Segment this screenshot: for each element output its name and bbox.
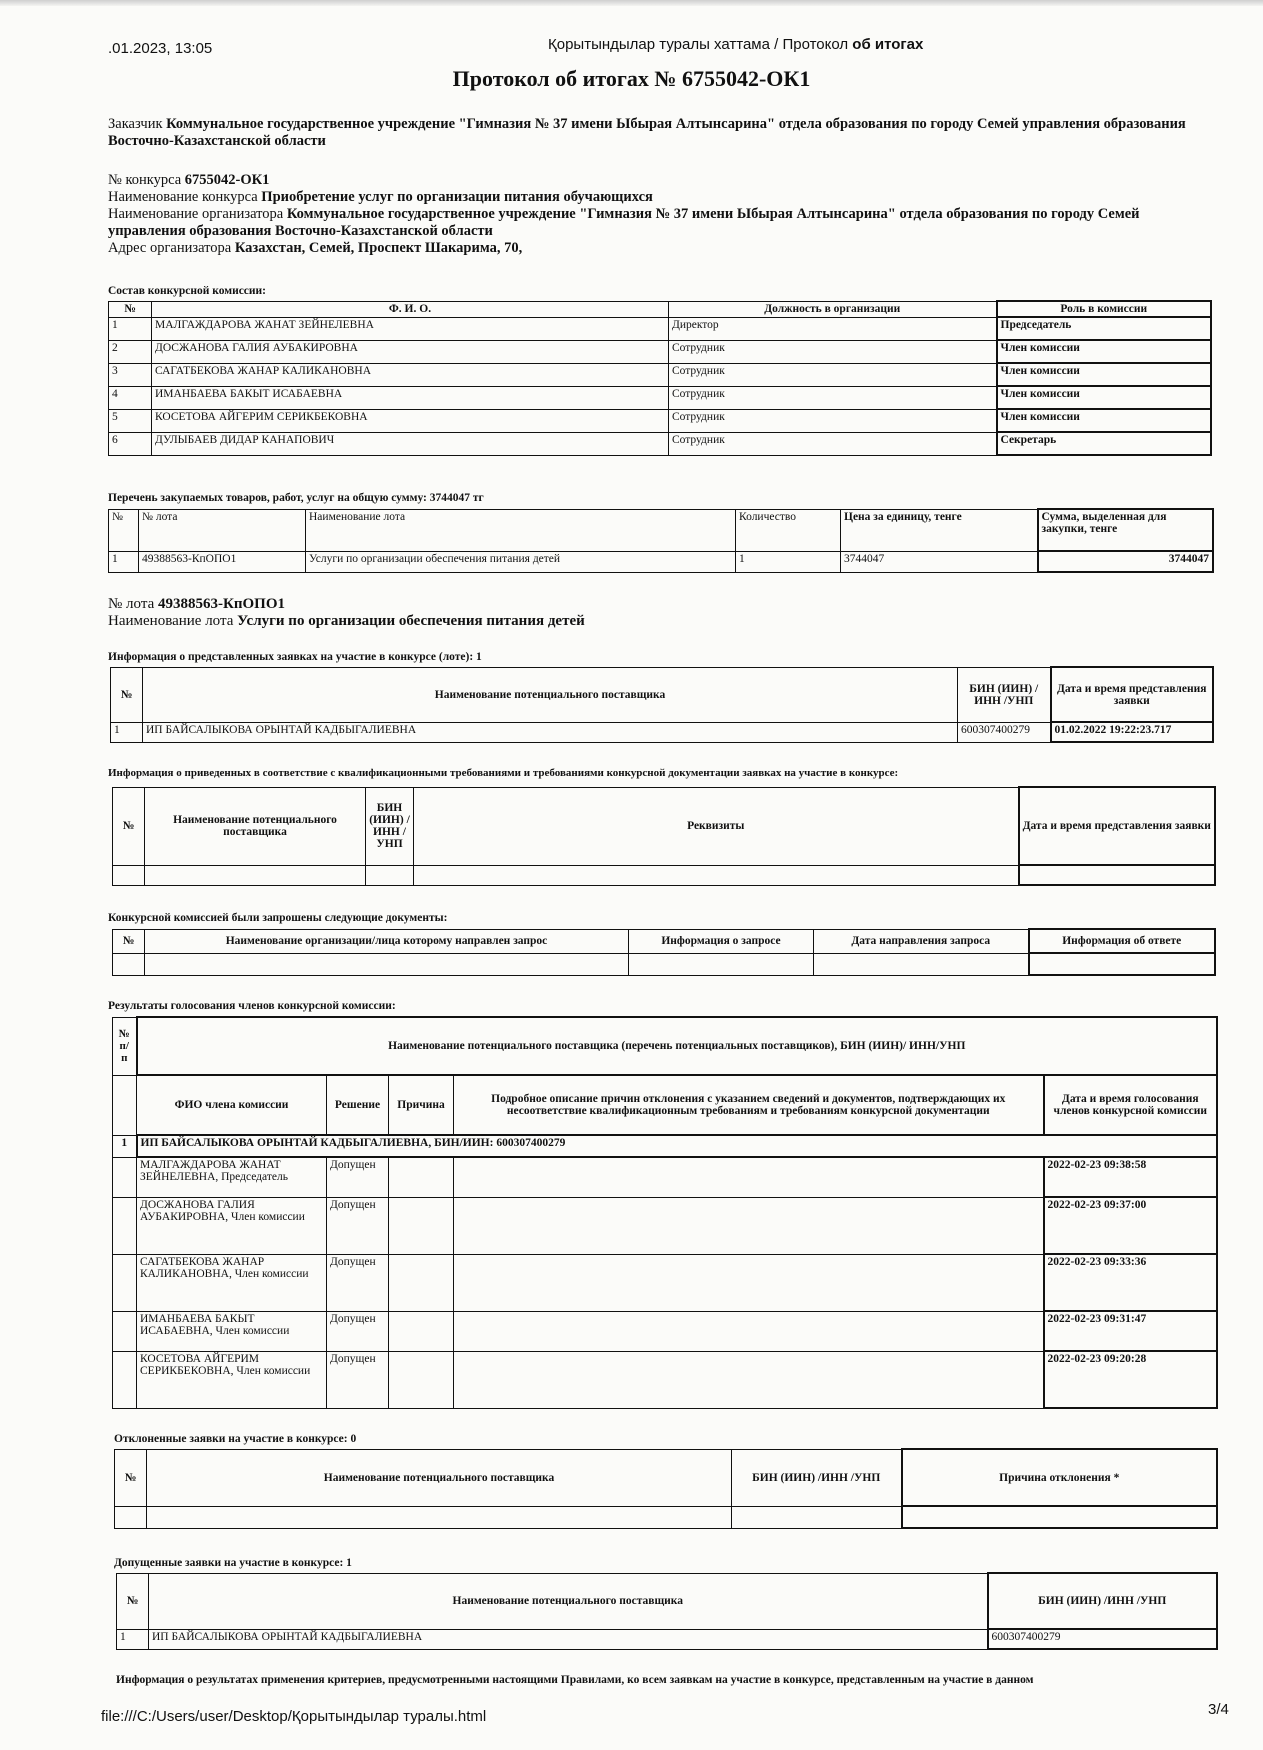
cell-reason [389,1351,454,1408]
table-row [109,363,1212,386]
cell-role: Член комиссии [997,409,1212,432]
rejected-header-row [115,1449,1218,1506]
cell-position: Сотрудник [669,386,997,409]
requests-caption: Конкурсной комиссией были запрошены следующие документы: [108,912,448,924]
cell-empty [902,1506,1218,1528]
cell-empty [113,1351,137,1408]
cell-decision: Допущен [327,1311,389,1351]
table-row [109,340,1212,363]
applications-header-date: Дата и время представления заявки [1051,667,1214,722]
requests-header-answer: Информация об ответе [1029,929,1216,953]
cell-role: Член комиссии [997,340,1212,363]
goods-header-sum: Сумма, выделенная для закупки, тенге [1038,509,1214,551]
conformed-header-bin: БИН (ИИН) /ИНН /УНП [366,787,414,865]
cell-position: Сотрудник [669,340,997,363]
table-row [109,551,1214,572]
cell-empty [113,1311,137,1351]
commission-table [108,300,1212,456]
cell-empty [113,953,145,975]
requests-header-info: Информация о запросе [629,929,814,953]
cell-empty [113,1197,137,1254]
requests-table [112,928,1216,976]
contest-address-value: Казахстан, Семей, Проспект Шакарима, 70, [234,240,523,256]
conformed-header-details: Реквизиты [414,787,1019,865]
rejected-header-supplier: Наименование потенциального поставщика [147,1449,732,1506]
cell-decision: Допущен [327,1197,389,1254]
lot-number-label: № лота [108,596,158,612]
applications-header-num: № [111,667,143,722]
voting-header-supplier: Наименование потенциального поставщика (перечень потенциальных поставщиков), БИН (ИИН)/ ИНН/УНП [137,1017,1218,1075]
goods-table [108,508,1214,573]
table-row [113,1157,1218,1197]
footer-url: file:///C:/Users/user/Desktop/Қорытындылар туралы.html [101,1708,487,1725]
applications-header-supplier: Наименование потенциального поставщика [143,667,958,722]
commission-header-position: Должность в организации [669,301,997,317]
goods-header-price: Цена за единицу, тенге [841,509,1038,551]
commission-header-name: Ф. И. О. [152,301,669,317]
admitted-caption: Допущенные заявки на участие в конкурсе: 1 [114,1557,352,1569]
commission-header-num: № [109,301,152,317]
cell-num: 3 [109,363,152,386]
cell-vote-date: 2022-02-23 09:37:00 [1044,1197,1218,1254]
cell-lot: 49388563-КпОПО1 [139,551,306,572]
goods-header-lot-name: Наименование лота [306,509,736,551]
cell-member: КОСЕТОВА АЙГЕРИМ СЕРИКБЕКОВНА, Член комиссии [137,1351,327,1408]
cell-empty [147,1506,732,1528]
cell-decision: Допущен [327,1351,389,1408]
cell-bin: 600307400279 [988,1629,1218,1649]
footer-page-number: 3/4 [1208,1701,1229,1718]
cell-role: Член комиссии [997,363,1212,386]
cell-empty [115,1506,147,1528]
applications-header-bin: БИН (ИИН) /ИНН /УНП [958,667,1051,722]
cell-decision: Допущен [327,1157,389,1197]
voting-header-member: ФИО члена комиссии [137,1075,327,1135]
requests-header-org: Наименование организации/лица которому направлен запрос [145,929,629,953]
admitted-table [116,1572,1218,1650]
contest-organizer [108,206,1198,240]
cell-lot-name: Услуги по организации обеспечения питания детей [306,551,736,572]
applications-caption: Информация о представленных заявках на участие в конкурсе (лоте): 1 [108,651,482,663]
contest-number [108,172,1198,189]
table-row [117,1629,1218,1649]
cell-name: ДУЛЫБАЕВ ДИДАР КАНАПОВИЧ [152,432,669,455]
contest-name [108,189,1198,206]
voting-header-row [113,1075,1218,1135]
cell-role: Член комиссии [997,386,1212,409]
cell-empty [113,1075,137,1135]
cell-reason [389,1197,454,1254]
admitted-header-row [117,1573,1218,1629]
cell-name: МАЛГАЖДАРОВА ЖАНАТ ЗЕЙНЕЛЕВНА [152,317,669,340]
rejected-caption: Отклоненные заявки на участие в конкурсе: 0 [114,1433,357,1445]
cell-empty [113,865,145,885]
cell-empty [1029,953,1216,975]
lot-block [108,596,1198,630]
contest-number-value: 6755042-ОК1 [184,172,270,188]
cell-position: Сотрудник [669,409,997,432]
rejected-header-num: № [115,1449,147,1506]
cell-sum: 3744047 [1038,551,1214,572]
lot-name-label: Наименование лота [108,613,238,629]
conformed-header-date: Дата и время представления заявки [1019,787,1216,865]
cell-empty [113,1157,137,1197]
cell-name: ИМАНБАЕВА БАКЫТ ИСАБАЕВНА [152,386,669,409]
voting-table [112,1016,1218,1409]
cell-position: Директор [669,317,997,340]
goods-header-num: № [109,509,139,551]
customer-label: Заказчик [108,116,167,132]
cell-date: 01.02.2022 19:22:23.717 [1051,722,1214,742]
requests-header-row [113,929,1216,953]
cell-position: Сотрудник [669,432,997,455]
cell-supplier: ИП БАЙСАЛЫКОВА ОРЫНТАЙ КАДБЫГАЛИЕВНА [149,1629,988,1649]
goods-caption: Перечень закупаемых товаров, работ, услуг на общую сумму: 3744047 тг [108,492,484,504]
cell-supplier-name: ИП БАЙСАЛЫКОВА ОРЫНТАЙ КАДБЫГАЛИЕВНА, БИН/ИИН: 600307400279 [137,1135,1218,1157]
contest-organizer-label: Наименование организатора [108,206,287,222]
requests-header-date: Дата направления запроса [814,929,1029,953]
cell-role: Председатель [997,317,1212,340]
admitted-header-bin: БИН (ИИН) /ИНН /УНП [988,1573,1218,1629]
customer-block [108,116,1198,150]
cell-num: 1 [111,722,143,742]
voting-supplier-row [113,1135,1218,1157]
cell-member: ИМАНБАЕВА БАКЫТ ИСАБАЕВНА, Член комиссии [137,1311,327,1351]
cell-num: 2 [109,340,152,363]
cell-empty [145,865,366,885]
cell-empty [732,1506,902,1528]
voting-caption: Результаты голосования членов конкурсной комиссии: [108,1000,396,1012]
contest-name-label: Наименование конкурса [108,189,262,205]
table-row [113,1311,1218,1351]
goods-header-row [109,509,1214,551]
voting-header-description: Подробное описание причин отклонения с указанием сведений и документов, подтверждающих их несоответствие квалификационным требованиям и требованиям конкурсной документации [454,1075,1044,1135]
lot-name [108,613,1198,630]
cell-vote-date: 2022-02-23 09:33:36 [1044,1254,1218,1311]
conformed-caption: Информация о приведенных в соответствие с квалификационными требованиями и требованиями конкурсной документации заявках на участие в конкурсе: [108,767,899,779]
contest-address [108,240,1198,257]
lot-number-value: 49388563-КпОПО1 [158,596,286,612]
table-row [109,386,1212,409]
commission-caption: Состав конкурсной комиссии: [108,285,266,297]
cell-name: САГАТБЕКОВА ЖАНАР КАЛИКАНОВНА [152,363,669,386]
conformed-header-row [113,787,1216,865]
contest-name-value: Приобретение услуг по организации питания обучающихся [261,189,653,205]
table-row [109,409,1212,432]
cell-empty [145,953,629,975]
cell-empty [113,1254,137,1311]
contest-address-label: Адрес организатора [108,240,235,256]
cell-supplier: ИП БАЙСАЛЫКОВА ОРЫНТАЙ КАДБЫГАЛИЕВНА [143,722,958,742]
page-title: Протокол об итогах № 6755042-ОК1 [452,66,811,91]
cell-decision: Допущен [327,1254,389,1311]
goods-header-quantity: Количество [736,509,841,551]
print-title [548,36,923,53]
cell-empty [814,953,1029,975]
commission-header-row [109,301,1212,317]
table-row [113,1197,1218,1254]
admitted-header-supplier: Наименование потенциального поставщика [149,1573,988,1629]
cell-supplier-num: 1 [113,1135,137,1157]
lot-number [108,596,1198,613]
voting-header-reason: Причина [389,1075,454,1135]
cell-member: МАЛГАЖДАРОВА ЖАНАТ ЗЕЙНЕЛЕВНА, Председатель [137,1157,327,1197]
cell-empty [629,953,814,975]
cell-price: 3744047 [841,551,1038,572]
table-row [113,1254,1218,1311]
print-title-bold: об итогах [852,36,924,53]
cell-num: 5 [109,409,152,432]
conformed-header-supplier: Наименование потенциального поставщика [145,787,366,865]
rejected-header-bin: БИН (ИИН) /ИНН /УНП [732,1449,902,1506]
cell-description [454,1157,1044,1197]
cell-quantity: 1 [736,551,841,572]
cell-reason [389,1311,454,1351]
cell-vote-date: 2022-02-23 09:38:58 [1044,1157,1218,1197]
contest-number-label: № конкурса [108,172,185,188]
table-row [113,865,1216,885]
voting-supplier-header-row [113,1017,1218,1075]
cell-reason [389,1254,454,1311]
applications-header-row [111,667,1214,722]
voting-header-num: № п/ п [113,1017,137,1075]
cell-bin: 600307400279 [958,722,1051,742]
cell-empty [1019,865,1216,885]
scan-edge [0,0,1263,6]
print-title-plain: Қорытындылар туралы хаттама / Протокол [548,36,853,53]
table-row [115,1506,1218,1528]
table-row [113,1351,1218,1408]
applications-table [110,666,1214,743]
cell-name: ДОСЖАНОВА ГАЛИЯ АУБАКИРОВНА [152,340,669,363]
commission-header-role: Роль в комиссии [997,301,1212,317]
goods-header-lot: № лота [139,509,306,551]
print-date: .01.2023, 13:05 [108,40,213,57]
cell-name: КОСЕТОВА АЙГЕРИМ СЕРИКБЕКОВНА [152,409,669,432]
cell-empty [366,865,414,885]
cell-vote-date: 2022-02-23 09:20:28 [1044,1351,1218,1408]
cell-empty [414,865,1019,885]
cell-num: 1 [117,1629,149,1649]
rejected-header-reason: Причина отклонения * [902,1449,1218,1506]
table-row [109,432,1212,455]
contest-organizer-value: Коммунальное государственное учреждение "Гимназия № 37 имени Ыбырая Алтынсарина" отдела образования по городу Семей управления образования Восточно-Казахстанской области [108,206,1140,239]
table-row [111,722,1214,742]
lot-name-value: Услуги по организации обеспечения питания детей [237,613,585,629]
conformed-header-num: № [113,787,145,865]
cell-member: САГАТБЕКОВА ЖАНАР КАЛИКАНОВНА, Член комиссии [137,1254,327,1311]
conformed-table [112,786,1216,886]
contest-block [108,172,1198,257]
cell-description [454,1351,1044,1408]
cell-description [454,1197,1044,1254]
cell-role: Секретарь [997,432,1212,455]
customer-value: Коммунальное государственное учреждение "Гимназия № 37 имени Ыбырая Алтынсарина" отдела образования по городу Семей управления образования Восточно-Казахстанской области [108,116,1186,149]
cell-description [454,1254,1044,1311]
table-row [113,953,1216,975]
cell-num: 6 [109,432,152,455]
table-row [109,317,1212,340]
cell-member: ДОСЖАНОВА ГАЛИЯ АУБАКИРОВНА, Член комиссии [137,1197,327,1254]
voting-header-date: Дата и время голосования членов конкурсной комиссии [1044,1075,1218,1135]
cell-num: 1 [109,317,152,340]
cell-num: 4 [109,386,152,409]
cell-position: Сотрудник [669,363,997,386]
voting-header-decision: Решение [327,1075,389,1135]
criteria-note: Информация о результатах применения критериев, предусмотренными настоящими Правилами, ко всем заявкам на участие в конкурсе, представленным на участие в данном [116,1674,1034,1686]
requests-header-num: № [113,929,145,953]
admitted-header-num: № [117,1573,149,1629]
cell-reason [389,1157,454,1197]
cell-description [454,1311,1044,1351]
rejected-table [114,1448,1218,1529]
cell-num: 1 [109,551,139,572]
cell-vote-date: 2022-02-23 09:31:47 [1044,1311,1218,1351]
